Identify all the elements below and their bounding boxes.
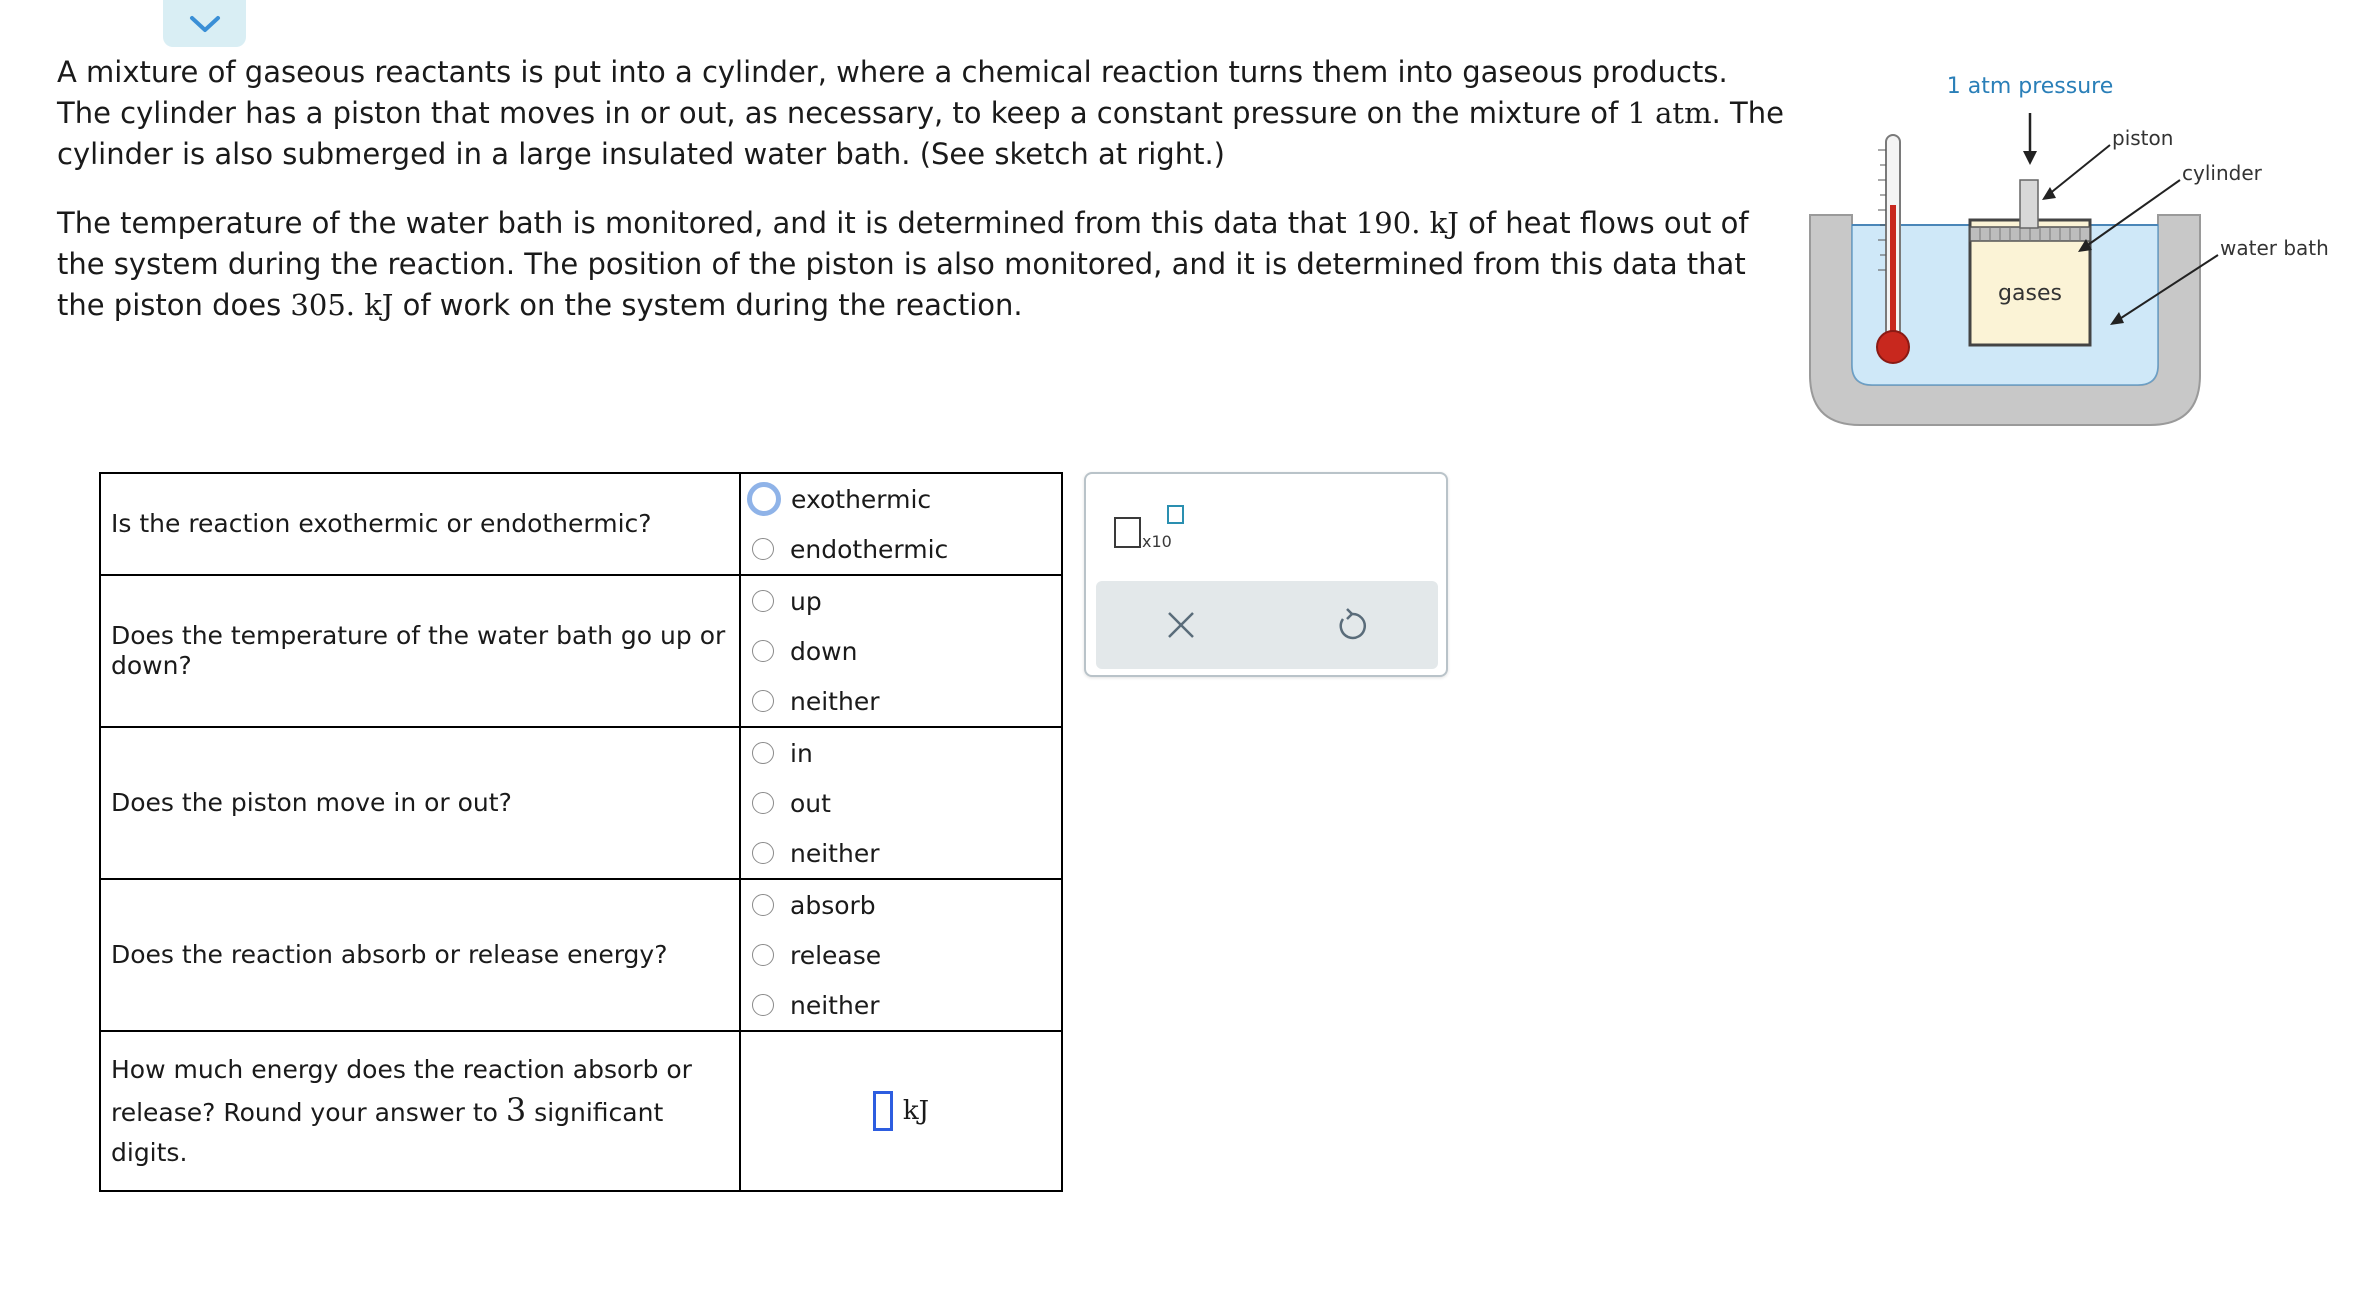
piston-label: piston — [2112, 126, 2174, 150]
option-down[interactable] — [741, 626, 1061, 676]
scientific-notation-button[interactable] — [1114, 504, 1186, 552]
question-text — [100, 1031, 740, 1191]
pressure-unit: atm — [1655, 96, 1712, 130]
piston-arrowhead — [2042, 187, 2056, 200]
option-out[interactable] — [741, 778, 1061, 828]
radio-button[interactable] — [752, 742, 774, 764]
option-exothermic[interactable] — [741, 474, 1061, 524]
cylinder-label: cylinder — [2182, 161, 2262, 185]
question-text: Is the reaction exothermic or endothermic? — [100, 473, 740, 575]
option-label: endothermic — [790, 534, 949, 564]
option-group — [741, 728, 1061, 878]
gases-label: gases — [1998, 281, 2062, 306]
radio-button[interactable] — [752, 792, 774, 814]
question-row — [100, 473, 1062, 575]
palette-toolbar — [1096, 581, 1438, 669]
question-text: Does the piston move in or out? — [100, 727, 740, 879]
option-absorb[interactable] — [741, 880, 1061, 930]
option-in[interactable] — [741, 728, 1061, 778]
undo-button[interactable] — [1324, 597, 1380, 653]
scientific-notation-icon — [1114, 504, 1186, 552]
close-icon — [1166, 610, 1196, 640]
option-group — [741, 576, 1061, 726]
problem-text: of work on the system during the reaction. — [393, 288, 1023, 322]
math-palette — [1084, 472, 1448, 677]
radio-button[interactable] — [747, 482, 781, 516]
question-table — [99, 472, 1063, 1192]
sig-figs-value: 3 — [505, 1090, 527, 1129]
answer-unit: kJ — [902, 1096, 930, 1126]
heat-unit: kJ — [1429, 206, 1459, 240]
undo-icon — [1335, 608, 1369, 642]
option-label: out — [790, 788, 831, 818]
question-row — [100, 1031, 1062, 1191]
apparatus-diagram — [1780, 55, 2340, 435]
option-label: absorb — [790, 890, 876, 920]
option-up[interactable] — [741, 576, 1061, 626]
option-neither[interactable] — [741, 980, 1061, 1030]
radio-button[interactable] — [752, 894, 774, 916]
radio-button[interactable] — [752, 690, 774, 712]
work-value: 305. — [290, 288, 355, 322]
pressure-arrow — [2023, 113, 2037, 165]
question-row — [100, 727, 1062, 879]
question-text: Does the temperature of the water bath go up or down? — [100, 575, 740, 727]
option-group — [741, 474, 1061, 574]
radio-button[interactable] — [752, 640, 774, 662]
energy-answer-input[interactable] — [873, 1091, 893, 1131]
option-label: neither — [790, 838, 880, 868]
question-text-part: How much energy does the reaction absorb or release? Round your answer to — [111, 1054, 692, 1127]
option-label: neither — [790, 686, 880, 716]
radio-button[interactable] — [752, 538, 774, 560]
problem-text: . The cylinder is also submerged in a large insulated water bath. (See sketch at right.) — [57, 96, 1784, 171]
cylinder — [1970, 180, 2090, 345]
clear-button[interactable] — [1153, 597, 1209, 653]
question-row — [100, 879, 1062, 1031]
option-endothermic[interactable] — [741, 524, 1061, 574]
water-bath-label: water bath — [2220, 236, 2329, 260]
option-neither[interactable] — [741, 828, 1061, 878]
radio-button[interactable] — [752, 842, 774, 864]
collapse-tab[interactable] — [163, 0, 246, 47]
option-group — [741, 880, 1061, 1030]
option-neither[interactable] — [741, 676, 1061, 726]
question-text: Does the reaction absorb or release energy? — [100, 879, 740, 1031]
radio-button[interactable] — [752, 944, 774, 966]
option-release[interactable] — [741, 930, 1061, 980]
answer-cell — [741, 1091, 1061, 1131]
heat-value: 190. — [1355, 206, 1421, 240]
option-label: exothermic — [791, 484, 932, 514]
question-text-part: significant digits. — [111, 1097, 664, 1167]
option-label: up — [790, 586, 822, 616]
pressure-value: 1 — [1627, 96, 1646, 130]
radio-button[interactable] — [752, 590, 774, 612]
question-row — [100, 575, 1062, 727]
option-label: in — [790, 738, 813, 768]
problem-paragraph-2 — [57, 203, 1787, 326]
pressure-label: 1 atm pressure — [1946, 74, 2114, 99]
chevron-down-icon — [188, 13, 222, 35]
option-label: release — [790, 940, 882, 970]
option-label: down — [790, 636, 858, 666]
problem-text: A mixture of gaseous reactants is put into a cylinder, where a chemical reaction turns them into gaseous products. The cylinder has a piston that moves in or out, as necessary, to keep a constant pressure on the mixture of — [57, 55, 1728, 130]
radio-button[interactable] — [752, 994, 774, 1016]
problem-paragraph-1 — [57, 52, 1787, 175]
sci-notation-label: x10 — [1142, 532, 1172, 551]
problem-text: of heat flows out of the system during the reaction. The position of the piston is also monitored, and it is determined from this data that the piston does — [57, 206, 1749, 322]
option-label: neither — [790, 990, 880, 1020]
problem-text: The temperature of the water bath is monitored, and it is determined from this data that — [57, 206, 1356, 240]
work-unit: kJ — [364, 288, 394, 322]
